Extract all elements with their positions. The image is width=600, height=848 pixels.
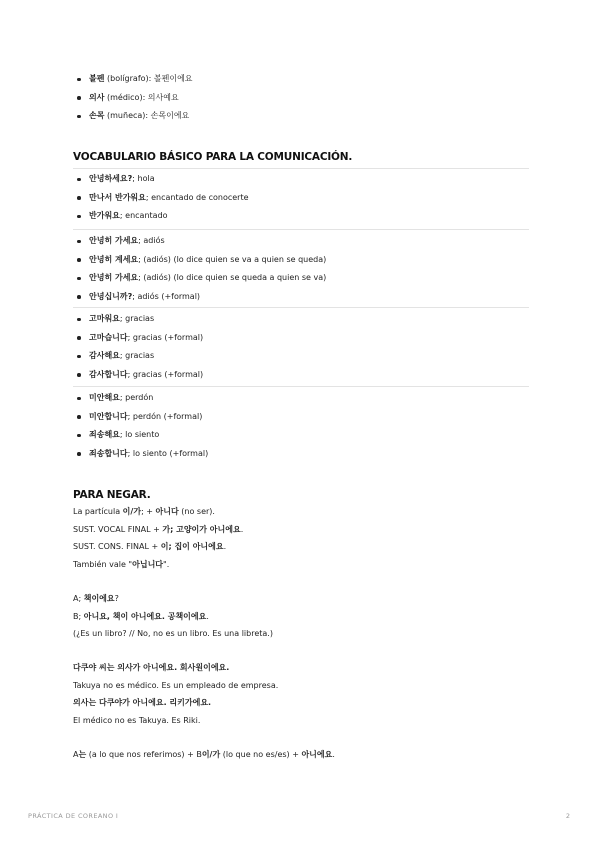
list-item: 안녕십니까?; adiós (+formal) xyxy=(73,288,529,307)
formula xyxy=(73,746,335,764)
list-item: 미안해요; perdón xyxy=(73,389,529,408)
footer-title: PRÁCTICA DE COREANO I xyxy=(28,812,119,820)
example-korean: 다쿠야 씨는 의사가 아니에요. 회사원이에요. xyxy=(73,663,230,672)
list-item: 의사 (médico): 의사예요 xyxy=(73,89,193,108)
formula-line: A는 (a lo que nos referimos) + B이/가 (lo que no es/es) + 아니에요. xyxy=(73,750,335,759)
vocab-heading: VOCABULARIO BÁSICO PARA LA COMUNICACIÓN. xyxy=(73,151,353,163)
rule-line: SUST. CONS. FINAL + 이; 집이 아니에요. xyxy=(73,542,227,551)
list-item: 고마워요; gracias xyxy=(73,310,529,329)
thanks-list xyxy=(73,310,529,384)
list-item: 미안합니다; perdón (+formal) xyxy=(73,408,529,427)
list-item: 죄송해요; lo siento xyxy=(73,426,529,445)
list-item: 손목 (muñeca): 손목이에요 xyxy=(73,107,193,126)
example-spanish: El médico no es Takuya. Es Riki. xyxy=(73,715,201,725)
divider xyxy=(73,386,529,387)
dialog xyxy=(73,590,273,643)
list-item: 안녕히 계세요; (adiós) (lo dice quien se va a quien se queda) xyxy=(73,251,529,270)
farewells-list xyxy=(73,232,529,306)
example-korean: 의사는 다쿠야가 아니에요. 리키가에요. xyxy=(73,698,212,707)
dialog-line-b: B; 아니요, 책이 아니에요. 공책이에요. xyxy=(73,611,209,621)
list-item: 반가워요; encantado xyxy=(73,207,529,226)
rule-line: La partícula 이/가; + 아니다 (no ser). xyxy=(73,507,215,516)
list-item: 만나서 반가워요; encantado de conocerte xyxy=(73,189,529,208)
negar-heading: PARA NEGAR. xyxy=(73,489,151,501)
list-item: 감사해요; gracias xyxy=(73,347,529,366)
list-item: 고마습니다; gracias (+formal) xyxy=(73,329,529,348)
divider xyxy=(73,307,529,308)
negar-rules xyxy=(73,503,243,573)
list-item: 감사합니다; gracias (+formal) xyxy=(73,366,529,385)
divider xyxy=(73,229,529,230)
greetings-list xyxy=(73,170,529,226)
list-item: 안녕히 가세요; adiós xyxy=(73,232,529,251)
list-item: 볼펜 (bolígrafo): 볼펜이에요 xyxy=(73,70,193,89)
dialog-translation: (¿Es un libro? // No, no es un libro. Es una libreta.) xyxy=(73,629,273,638)
list-item: 안녕히 가세요; (adiós) (lo dice quien se queda a quien se va) xyxy=(73,269,529,288)
list-item: 안녕하세요?; hola xyxy=(73,170,529,189)
apologies-list xyxy=(73,389,529,463)
dialog-line-a: A; 책이에요? xyxy=(73,594,119,603)
divider xyxy=(73,168,529,169)
rule-line: SUST. VOCAL FINAL + 가; 고양이가 아니에요. xyxy=(73,524,244,534)
page-number: 2 xyxy=(565,812,570,820)
intro-list xyxy=(73,70,193,126)
rule-line: También vale "아닙니다". xyxy=(73,559,170,569)
list-item: 죄송합니다; lo siento (+formal) xyxy=(73,445,529,464)
examples xyxy=(73,659,278,729)
example-spanish: Takuya no es médico. Es un empleado de empresa. xyxy=(73,680,279,690)
